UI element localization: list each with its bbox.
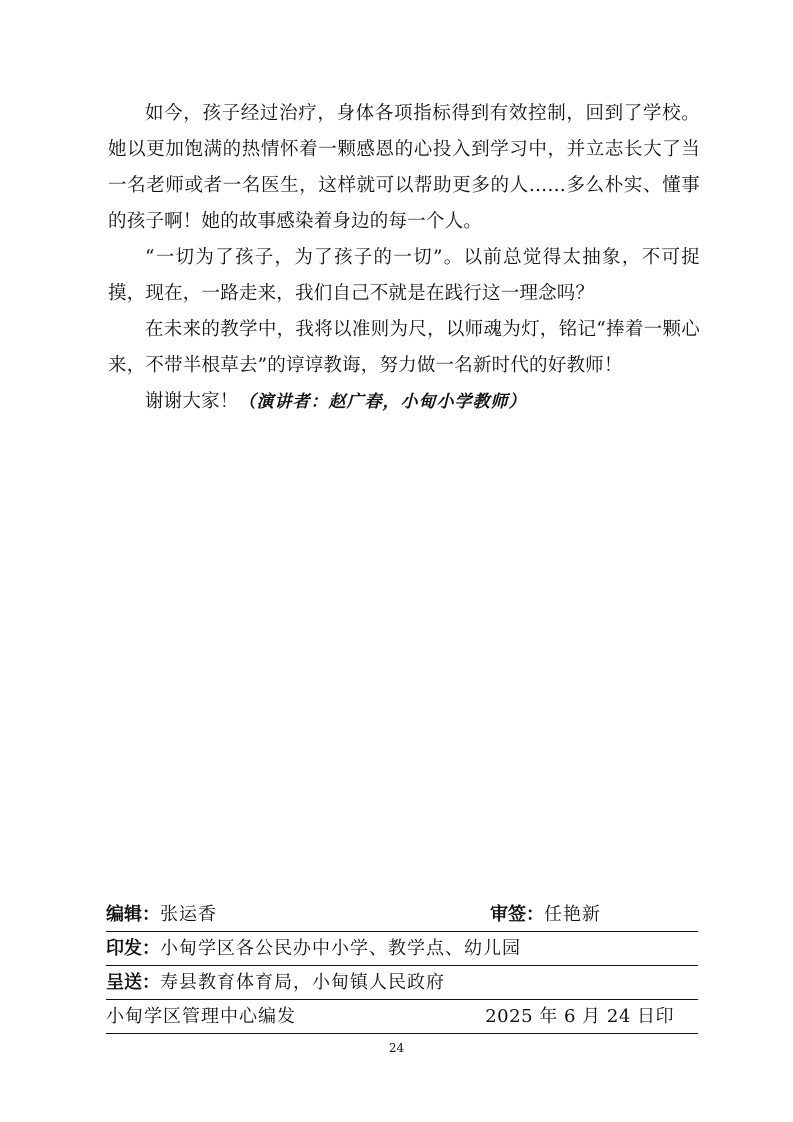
closing-text: 谢谢大家！ [145, 391, 239, 412]
submit-row [106, 966, 698, 1000]
submit-recipients: 寿县教育体育局，小甸镇人民政府 [160, 972, 445, 993]
paragraph: 如今，孩子经过治疗，身体各项指标得到有效控制，回到了学校。她以更加饱满的热情怀着一颗感恩的心投入到学习中，并立志长大了当一名老师或者一名医生，这样就可以帮助更多的人……多么朴实、懂事的孩子啊！她的故事感染着身边的每一个人。 [108, 103, 700, 232]
page-number: 24 [388, 1041, 405, 1055]
print-row [106, 932, 698, 966]
editor-name: 张运香 [160, 904, 217, 925]
reviewer-name: 任艳新 [544, 904, 601, 925]
print-recipients: 小甸学区各公民办中小学、教学点、幼儿园 [160, 938, 521, 959]
reviewer-label: 审签： [490, 904, 544, 925]
speech-body [108, 96, 700, 420]
print-label: 印发： [106, 938, 160, 959]
document-footer [106, 898, 698, 1034]
issue-date: 2025 年 6 月 24 日印 [485, 1006, 674, 1027]
editor-label: 编辑： [106, 904, 160, 925]
speaker-signature: （演讲者：赵广春，小甸小学教师） [238, 392, 527, 412]
issuer-row [106, 1000, 698, 1034]
editor-row [106, 898, 698, 932]
submit-label: 呈送： [106, 972, 160, 993]
paragraph: “一切为了孩子，为了孩子的一切”。以前总觉得太抽象，不可捉摸，现在，一路走来，我们自己不就是在践行这一理念吗？ [108, 247, 700, 304]
issuer: 小甸学区管理中心编发 [106, 1006, 296, 1027]
closing-line [108, 384, 700, 420]
paragraph: 在未来的教学中，我将以准则为尺，以师魂为灯，铭记“捧着一颗心来，不带半根草去”的谆谆教诲，努力做一名新时代的好教师！ [108, 319, 700, 376]
reviewer-cell [490, 898, 601, 932]
